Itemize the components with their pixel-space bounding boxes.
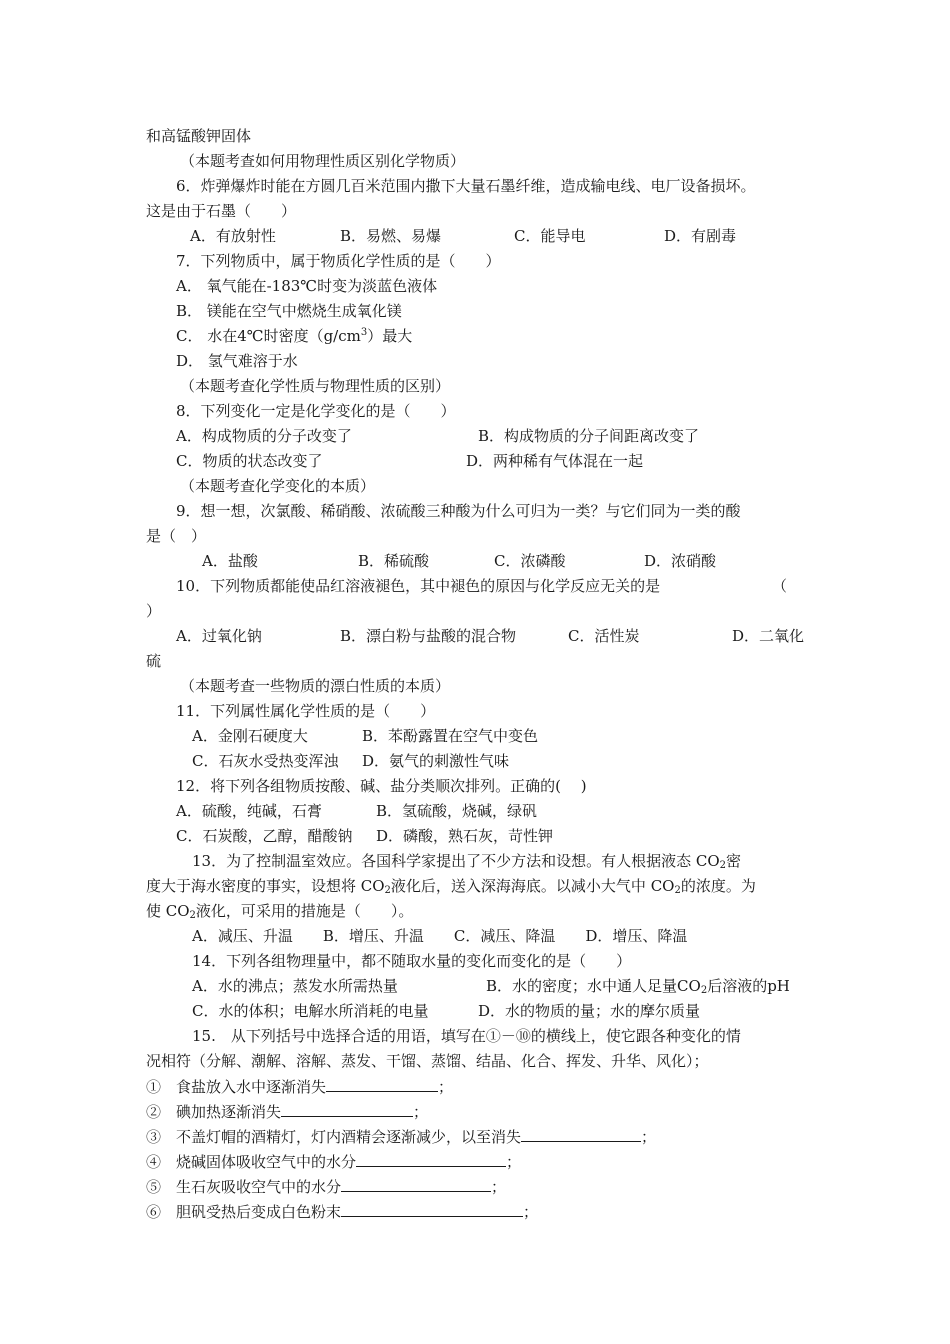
q9-stem: 9．想一想，次氯酸、稀硝酸、浓硫酸三种酸为什么可归为一类？与它们同为一类的酸 bbox=[176, 502, 741, 520]
q13-options: A．减压、升温 B．增压、升温 C．减压、降温 D．增压、降温 bbox=[192, 927, 688, 945]
q9-stem-cont: 是（ ） bbox=[146, 527, 207, 545]
answer-blank[interactable] bbox=[356, 1151, 506, 1167]
semicolon: ； bbox=[523, 1203, 539, 1221]
q6-stem-cont: 这是由于石墨（ ） bbox=[146, 202, 297, 220]
q7-note: （本题考查化学性质与物理性质的区别） bbox=[180, 377, 451, 395]
subscript: 2 bbox=[674, 885, 681, 896]
text-line: 和高锰酸钾固体 bbox=[146, 127, 252, 145]
q8-option-d: D．两种稀有气体混在一起 bbox=[466, 452, 644, 470]
q12-option-c: C．石炭酸，乙醇，醋酸钠 bbox=[176, 827, 353, 845]
q11-option-a: A．金刚石硬度大 bbox=[192, 727, 308, 745]
subscript: 2 bbox=[700, 985, 708, 996]
q6-option-a: A．有放射性 bbox=[190, 227, 276, 245]
superscript: 3 bbox=[360, 327, 368, 338]
answer-blank[interactable] bbox=[341, 1176, 491, 1192]
q11-option-d: D．氨气的刺激性气味 bbox=[362, 752, 510, 770]
q10-option-c: C．活性炭 bbox=[568, 627, 640, 645]
semicolon: ； bbox=[506, 1153, 522, 1171]
fill-item-6 bbox=[146, 1201, 538, 1222]
q14-stem: 14．下列各组物理量中，都不随取水量的变化而变化的是（ ） bbox=[192, 952, 632, 970]
fill-item-text: ⑥ 胆矾受热后变成白色粉末 bbox=[146, 1203, 342, 1221]
text-run: 液化，可采用的措施是（ ）。 bbox=[195, 902, 414, 920]
q15-stem: 15. 从下列括号中选择合适的用语，填写在①－⑩的横线上，使它跟各种变化的情 bbox=[192, 1027, 741, 1045]
note-line: （本题考查如何用物理性质区别化学物质） bbox=[180, 152, 466, 170]
q11-option-c: C．石灰水受热变浑浊 bbox=[192, 752, 339, 770]
fill-item-1 bbox=[146, 1076, 453, 1097]
q8-stem: 8．下列变化一定是化学变化的是（ ） bbox=[176, 402, 456, 420]
q15-stem-cont: 况相符（分解、潮解、溶解、蒸发、干馏、蒸馏、结晶、化合、挥发、升华、风化）； bbox=[146, 1052, 709, 1070]
fill-item-text: ⑤ 生石灰吸收空气中的水分 bbox=[146, 1178, 342, 1196]
fill-item-3 bbox=[146, 1126, 656, 1147]
q8-option-a: A．构成物质的分子改变了 bbox=[176, 427, 352, 445]
semicolon: ； bbox=[438, 1078, 454, 1096]
text-run: 的浓度。为 bbox=[680, 877, 756, 895]
q10-option-b: B．漂白粉与盐酸的混合物 bbox=[340, 627, 517, 645]
fill-item-text: ② 碘加热逐渐消失 bbox=[146, 1103, 282, 1121]
q11-option-b: B．苯酚露置在空气中变色 bbox=[362, 727, 539, 745]
text-run: 13．为了控制温室效应。各国科学家提出了不少方法和设想。有人根据液态 CO bbox=[192, 852, 720, 870]
q6-stem: 6．炸弹爆炸时能在方圆几百米范围内撒下大量石墨纤维，造成输电线、电厂设备损坏。 bbox=[176, 177, 756, 195]
q6-option-b: B．易燃、易爆 bbox=[340, 227, 442, 245]
q13-stem-end bbox=[146, 901, 413, 921]
text-run: 液化后，送入深海海底。以减小大气中 CO bbox=[390, 877, 675, 895]
q7-option-c-text-end: ）最大 bbox=[367, 327, 413, 345]
answer-blank[interactable] bbox=[341, 1201, 523, 1217]
answer-blank[interactable] bbox=[281, 1101, 413, 1117]
fill-item-2 bbox=[146, 1101, 428, 1122]
subscript: 2 bbox=[189, 910, 196, 921]
q13-stem-cont bbox=[146, 876, 756, 896]
q14-option-d: D．水的物质的量；水的摩尔质量 bbox=[478, 1002, 701, 1020]
fill-item-text: ① 食盐放入水中逐渐消失 bbox=[146, 1078, 327, 1096]
text-run: 密 bbox=[726, 852, 742, 870]
fill-item-text: ④ 烧碱固体吸收空气中的水分 bbox=[146, 1153, 357, 1171]
q9-option-d: D．浓硝酸 bbox=[644, 552, 717, 570]
q6-option-c: C．能导电 bbox=[514, 227, 586, 245]
q8-option-b: B．构成物质的分子间距离改变了 bbox=[478, 427, 700, 445]
text-run: B．水的密度；水中通人足量CO bbox=[486, 977, 701, 995]
q10-paren-open: （ bbox=[772, 577, 788, 595]
q9-option-b: B．稀硫酸 bbox=[358, 552, 430, 570]
semicolon: ； bbox=[413, 1103, 429, 1121]
semicolon: ； bbox=[641, 1128, 657, 1146]
q13-stem bbox=[192, 851, 741, 871]
semicolon: ； bbox=[491, 1178, 507, 1196]
q10-stem: 10．下列物质都能使品红溶液褪色，其中褪色的原因与化学反应无关的是 bbox=[176, 577, 661, 595]
q12-stem: 12．将下列各组物质按酸、碱、盐分类顺次排列。正确的( ) bbox=[176, 777, 587, 795]
q10-paren-close: ） bbox=[146, 602, 162, 620]
q14-option-b bbox=[486, 976, 790, 996]
q7-option-b: B． 镁能在空气中燃烧生成氧化镁 bbox=[176, 302, 402, 320]
q9-option-a: A．盐酸 bbox=[202, 552, 258, 570]
q9-option-c: C．浓磷酸 bbox=[494, 552, 566, 570]
fill-item-4 bbox=[146, 1151, 521, 1172]
q8-option-c: C．物质的状态改变了 bbox=[176, 452, 323, 470]
q7-option-c bbox=[176, 326, 412, 346]
q10-option-d: D．二氧化 bbox=[732, 627, 805, 645]
q7-option-d: D． 氢气难溶于水 bbox=[176, 352, 298, 370]
q10-option-a: A．过氧化钠 bbox=[176, 627, 262, 645]
fill-item-5 bbox=[146, 1176, 506, 1197]
q7-option-a: A． 氧气能在-183℃时变为淡蓝色液体 bbox=[176, 277, 438, 295]
text-run: 后溶液的pH bbox=[707, 977, 790, 995]
q14-option-c: C．水的体积；电解水所消耗的电量 bbox=[192, 1002, 429, 1020]
q14-option-a: A．水的沸点；蒸发水所需热量 bbox=[192, 977, 398, 995]
q12-option-b: B．氢硫酸，烧碱，绿矾 bbox=[376, 802, 538, 820]
q12-option-d: D．磷酸，熟石灰，苛性钾 bbox=[376, 827, 554, 845]
text-run: 使 CO bbox=[146, 902, 190, 920]
fill-item-text: ③ 不盖灯帽的酒精灯，灯内酒精会逐渐减少，以至消失 bbox=[146, 1128, 522, 1146]
q12-option-a: A．硫酸，纯碱，石膏 bbox=[176, 802, 322, 820]
q7-option-c-text: C． 水在4℃时密度（g/cm bbox=[176, 327, 361, 345]
subscript: 2 bbox=[384, 885, 391, 896]
q10-option-d-cont: 硫 bbox=[146, 652, 162, 670]
q6-option-d: D．有剧毒 bbox=[664, 227, 737, 245]
text-run: 度大于海水密度的事实，设想将 CO bbox=[146, 877, 385, 895]
q7-stem: 7．下列物质中，属于物质化学性质的是（ ） bbox=[176, 252, 501, 270]
q10-note: （本题考查一些物质的漂白性质的本质） bbox=[180, 677, 451, 695]
subscript: 2 bbox=[719, 860, 727, 871]
q11-stem: 11．下列属性属化学性质的是（ ） bbox=[176, 702, 436, 720]
q8-note: （本题考查化学变化的本质） bbox=[180, 477, 376, 495]
answer-blank[interactable] bbox=[326, 1076, 438, 1092]
answer-blank[interactable] bbox=[521, 1126, 641, 1142]
